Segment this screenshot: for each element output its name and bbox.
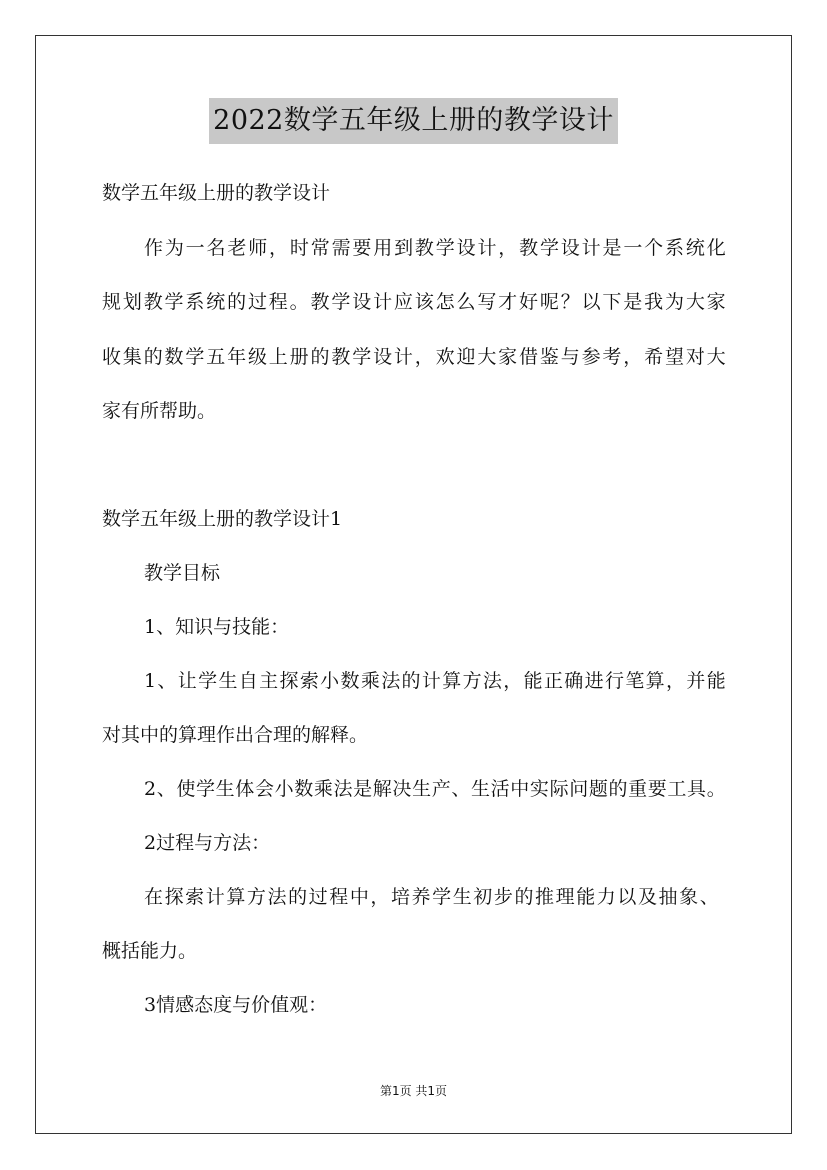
knowledge-item-1-line-2: 对其中的算理作出合理的解释。 [102,724,369,746]
intro-line-1: 作为一名老师，时常需要用到教学设计，教学设计是一个系统化 [144,237,726,259]
emotion-values-label: 3情感态度与价值观： [144,994,328,1016]
subtitle: 数学五年级上册的教学设计 [102,182,331,204]
intro-line-3: 收集的数学五年级上册的教学设计，欢迎大家借鉴与参考，希望对大 [102,346,726,368]
title-container [0,98,827,144]
knowledge-item-1-line-1: 1、让学生自主探索小数乘法的计算方法，能正确进行笔算，并能 [144,670,726,692]
teaching-goals-label: 教学目标 [144,562,221,584]
section-heading: 数学五年级上册的教学设计1 [102,508,343,530]
process-line-2: 概括能力。 [102,940,198,962]
page-footer: 第1页 共1页 [379,1084,448,1098]
document-title: 2022数学五年级上册的教学设计 [209,98,618,144]
intro-line-4: 家有所帮助。 [102,400,217,422]
knowledge-item-2: 2、使学生体会小数乘法是解决生产、生活中实际问题的重要工具。 [144,778,726,800]
process-line-1: 在探索计算方法的过程中，培养学生初步的推理能力以及抽象、 [144,886,719,908]
intro-line-2: 规划教学系统的过程。教学设计应该怎么写才好呢？以下是我为大家 [102,291,726,313]
knowledge-skills-label: 1、知识与技能： [144,616,290,638]
process-method-label: 2过程与方法： [144,832,271,854]
